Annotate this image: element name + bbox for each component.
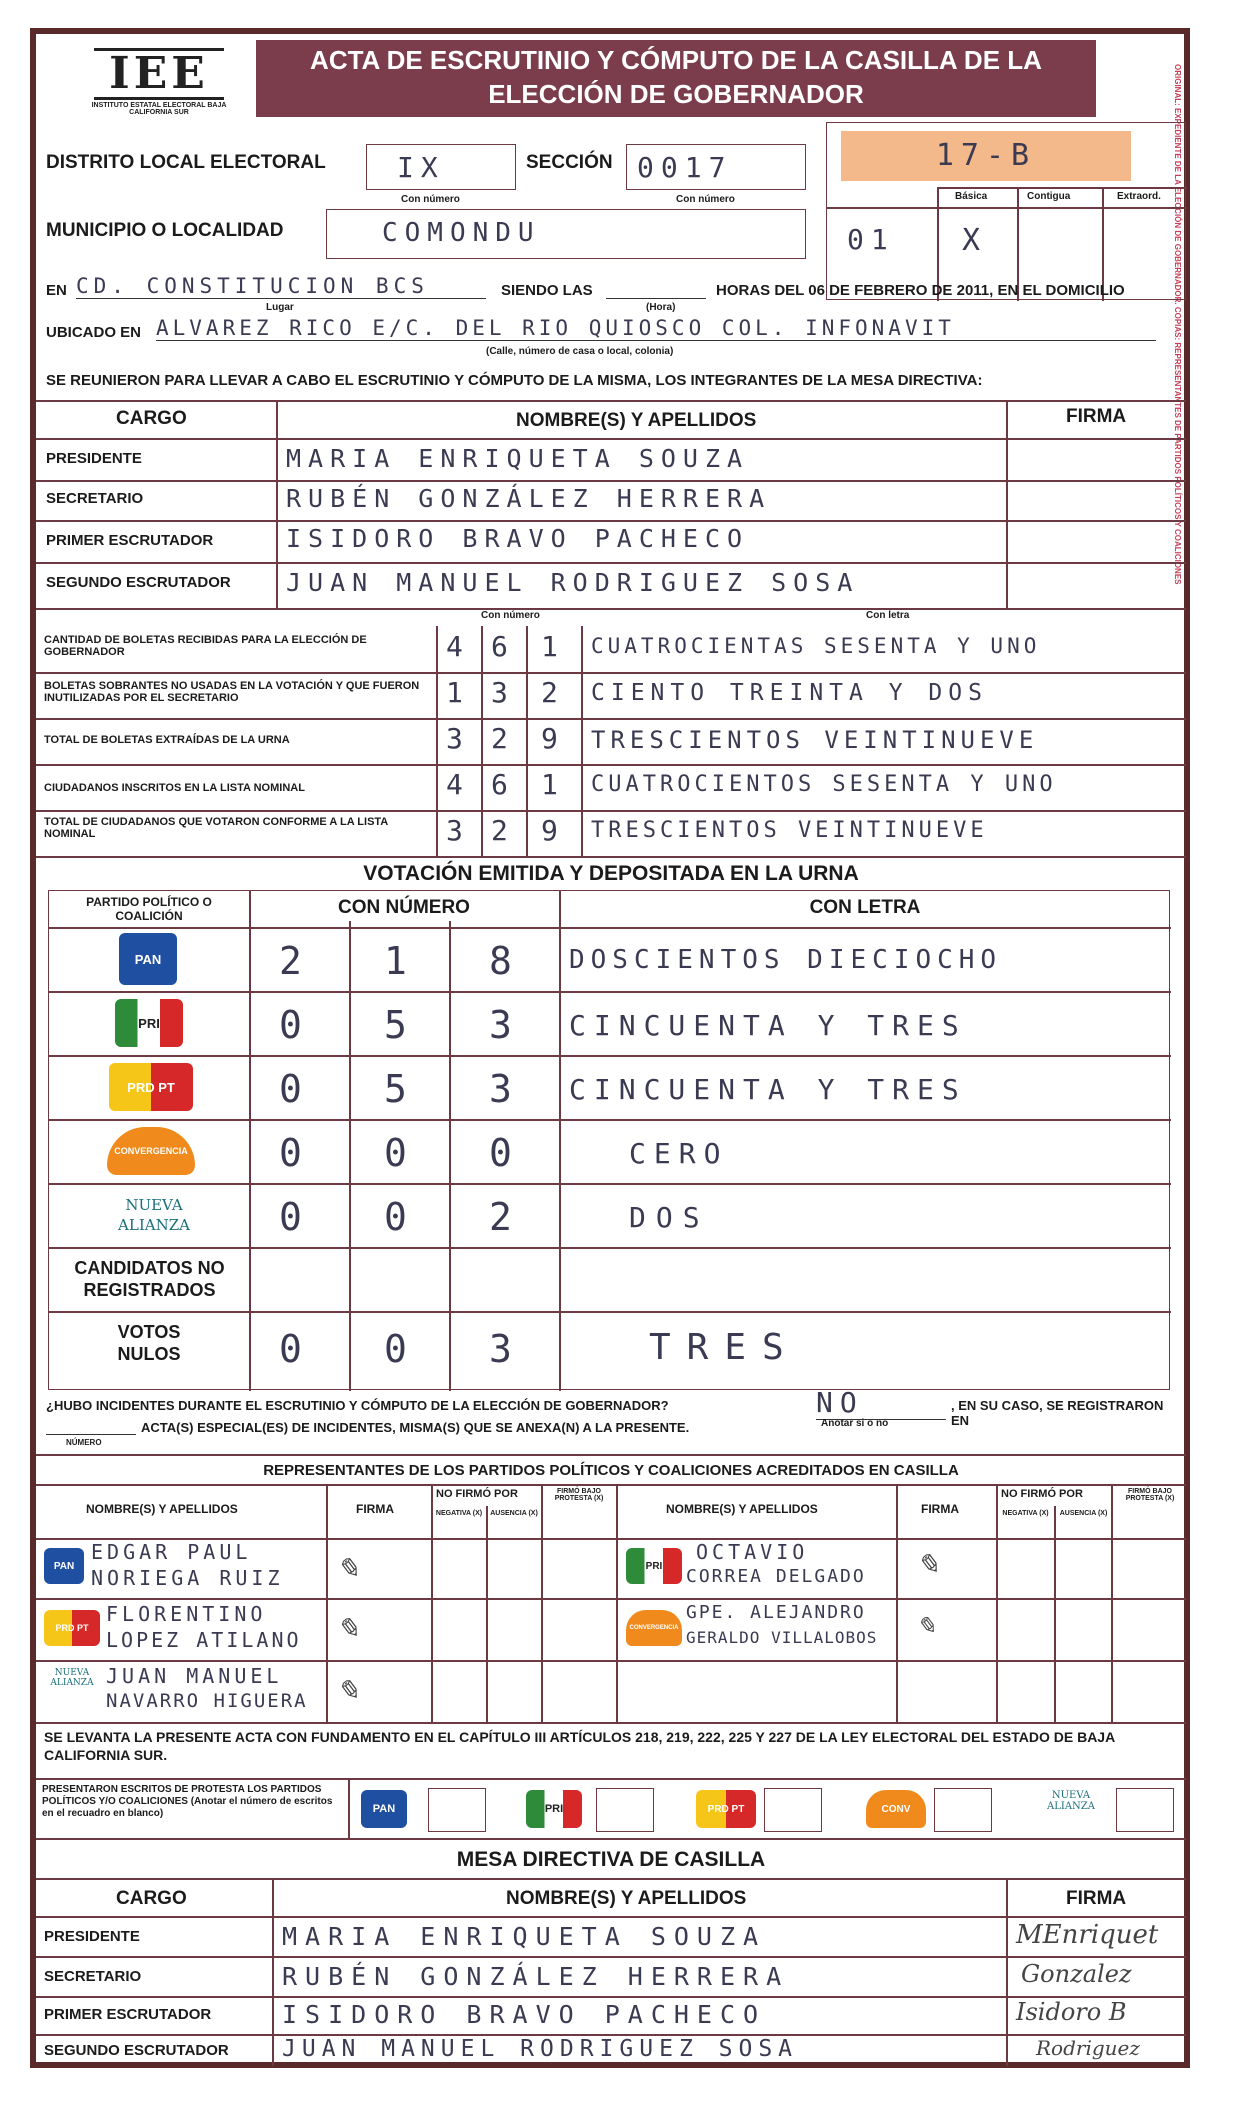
mesa-bottom-firma: MEnriquet — [1016, 1920, 1159, 1950]
vote-digit[interactable]: 0 — [279, 1067, 309, 1111]
mesa-bottom-title: MESA DIRECTIVA DE CASILLA — [456, 1848, 766, 1871]
protest-count-convergencia[interactable] — [934, 1788, 992, 1832]
iee-logo — [74, 44, 244, 124]
vote-digit[interactable]: 2 — [279, 939, 309, 983]
casilla-box — [826, 122, 1186, 300]
votos-nulos-label: VOTOS NULOS — [117, 1322, 181, 1364]
acta-sheet — [30, 28, 1190, 2068]
count-label: BOLETAS SOBRANTES NO USADAS EN LA VOTACIÓN Y QUE FUERON INUTILIZADAS POR EL SECRETARIO — [44, 680, 420, 704]
count-label: TOTAL DE BOLETAS EXTRAÍDAS DE LA URNA — [44, 734, 290, 746]
pri-logo-icon: PRI — [526, 1790, 582, 1828]
incidents-numero-hint: NÚMERO — [66, 1438, 102, 1447]
mesa-bottom-cargo: SECRETARIO — [44, 1968, 142, 1985]
ubicado-value[interactable]: ALVAREZ RICO E/C. DEL RIO QUIOSCO COL. INFONAVIT — [156, 316, 1156, 341]
rep-name-line2[interactable]: GERALDO VILLALOBOS — [686, 1628, 878, 1647]
iee-logo-sub: INSTITUTO ESTATAL ELECTORAL BAJA CALIFORNIA SUR — [91, 102, 227, 116]
vote-digit[interactable]: 1 — [384, 939, 414, 983]
en-value[interactable]: CD. CONSTITUCION BCS — [76, 274, 486, 299]
section-label: SECCIÓN — [526, 152, 613, 173]
iee-logo-text: IEE — [94, 48, 224, 100]
protest-count-nueva-alianza[interactable] — [1116, 1788, 1174, 1832]
vote-letra[interactable]: CINCUENTA Y TRES — [569, 1009, 967, 1042]
prd-pt-logo-icon: PRD PT — [109, 1063, 193, 1111]
vote-digit[interactable]: 3 — [489, 1003, 519, 1047]
prd-pt-logo-icon: PRD PT — [44, 1610, 100, 1646]
rep-name-line1[interactable]: EDGAR PAUL — [91, 1540, 252, 1564]
reps-col-firma: FIRMA — [356, 1502, 394, 1516]
vote-digit[interactable]: 0 — [279, 1195, 309, 1239]
count-digit[interactable]: 3 — [446, 722, 470, 755]
convergencia-logo-icon: CONV — [866, 1790, 926, 1828]
vote-digit[interactable]: 0 — [279, 1131, 309, 1175]
rep-signature: ✎ — [336, 1552, 360, 1585]
count-digit[interactable]: 9 — [541, 722, 565, 755]
vote-letra[interactable]: CINCUENTA Y TRES — [569, 1073, 967, 1106]
mesa-top-table — [36, 400, 1186, 610]
count-label: CANTIDAD DE BOLETAS RECIBIDAS PARA LA ELECCIÓN DE GOBERNADOR — [44, 634, 367, 658]
count-digit[interactable]: 6 — [491, 768, 515, 801]
count-digit[interactable]: 2 — [541, 676, 565, 709]
calle-hint: (Calle, número de casa o local, colonia) — [486, 346, 674, 357]
hora-hint: (Hora) — [646, 302, 676, 313]
district-field[interactable]: IX — [366, 144, 516, 190]
mesa-top-nombre[interactable]: RUBÉN GONZÁLEZ HERRERA — [286, 484, 772, 513]
vote-digit[interactable]: 5 — [384, 1067, 414, 1111]
votes-table — [48, 890, 1170, 1390]
reps-col-protesta-right: FIRMÓ BAJO PROTESTA (X) — [1125, 1488, 1175, 1502]
pri-logo-icon: PRI — [115, 999, 183, 1047]
rep-name-line2[interactable]: NORIEGA RUIZ — [91, 1566, 284, 1590]
col-extraord: Extraord. — [1117, 191, 1161, 202]
mesa-bottom-table — [36, 1878, 1186, 2066]
reps-col-negativa-right: NEGATIVA (X) — [1002, 1510, 1049, 1517]
mesa-bottom-cargo: SEGUNDO ESCRUTADOR — [44, 2042, 229, 2059]
convergencia-logo-icon: CONVERGENCIA — [107, 1127, 195, 1175]
mesa-bottom-firma: Gonzalez — [1021, 1960, 1132, 1988]
vote-digit[interactable]: 0 — [384, 1327, 414, 1371]
incidents-tail: , EN SU CASO, SE REGISTRARON EN — [951, 1398, 1164, 1428]
vote-digit[interactable]: 2 — [489, 1195, 519, 1239]
mesa-bottom-col-nombre: NOMBRE(S) Y APELLIDOS — [506, 1888, 747, 1909]
reps-col-protesta: FIRMÓ BAJO PROTESTA (X) — [554, 1488, 604, 1502]
reps-col-ausencia: AUSENCIA (X) — [490, 1510, 538, 1517]
rep-name-line1[interactable]: OCTAVIO — [696, 1540, 809, 1564]
prd-pt-logo-icon: PRD PT — [696, 1790, 756, 1828]
rep-name-line2[interactable]: CORREA DELGADO — [686, 1566, 866, 1587]
votes-title: VOTACIÓN EMITIDA Y DEPOSITADA EN LA URNA — [363, 862, 859, 885]
nueva-alianza-logo-icon: NUEVA ALIANZA — [50, 1668, 94, 1688]
vote-digit[interactable]: 0 — [384, 1131, 414, 1175]
protest-row — [36, 1778, 1186, 1840]
votes-col-letra: CON LETRA — [809, 897, 921, 918]
count-digit[interactable]: 1 — [446, 676, 470, 709]
mesa-top-col-cargo: CARGO — [116, 408, 187, 429]
siendo-label: SIENDO LAS — [501, 282, 593, 299]
district-hint: Con número — [401, 194, 460, 205]
vote-digit[interactable]: 8 — [489, 939, 519, 983]
rep-signature: ✎ — [916, 1612, 937, 1640]
reps-col-nombre: NOMBRE(S) Y APELLIDOS — [86, 1502, 238, 1516]
reps-col-firma-right: FIRMA — [921, 1502, 959, 1516]
nueva-alianza-logo-icon: NUEVA ALIANZA — [118, 1196, 190, 1234]
reps-col-ausencia-right: AUSENCIA (X) — [1059, 1510, 1108, 1517]
mesa-bottom-cargo: PRESIDENTE — [44, 1928, 140, 1945]
mesa-bottom-firma: Rodriguez — [1036, 2036, 1140, 2060]
mesa-top-nombre[interactable]: JUAN MANUEL RODRIGUEZ SOSA — [286, 568, 860, 597]
mesa-top-nombre[interactable]: MARIA ENRIQUETA SOUZA — [286, 444, 750, 473]
rep-name-line1[interactable]: JUAN MANUEL — [106, 1664, 283, 1688]
mesa-bottom-col-firma: FIRMA — [1066, 1888, 1127, 1909]
count-label: CIUDADANOS INSCRITOS EN LA LISTA NOMINAL — [44, 782, 305, 794]
convergencia-logo-icon: CONVERGENCIA — [626, 1610, 682, 1646]
count-letra[interactable]: TRESCIENTOS VEINTINUEVE — [591, 726, 1039, 754]
vote-digit[interactable]: 0 — [384, 1195, 414, 1239]
count-digit[interactable]: 3 — [446, 814, 470, 847]
basica-mark[interactable]: X — [962, 223, 988, 258]
lugar-hint: Lugar — [266, 302, 294, 313]
title-line-1: ACTA DE ESCRUTINIO Y CÓMPUTO DE LA CASILLA DE LA — [310, 45, 1042, 75]
count-digit[interactable]: 4 — [446, 768, 470, 801]
title-band — [256, 40, 1096, 117]
horas-text: HORAS DEL 06 DE FEBRERO DE 2011, EN EL DOMICILIO — [716, 282, 1125, 299]
side-note: ORIGINAL: EXPEDIENTE DE LA ELECCIÓN DE GOBERNADOR. COPIAS: REPRESENTANTES DE PARTIDOS POLÍTICOS Y COALICIONES — [1173, 64, 1182, 585]
counts-hint-letra: Con letra — [866, 610, 910, 621]
count-digit[interactable]: 3 — [491, 676, 515, 709]
vote-letra[interactable]: DOSCIENTOS DIECIOCHO — [569, 945, 1003, 975]
reps-col-nofirmo: NO FIRMÓ POR — [436, 1488, 518, 1500]
vote-digit[interactable]: 3 — [489, 1327, 519, 1371]
mesa-top-cargo: SECRETARIO — [46, 490, 144, 507]
count-digit[interactable]: 2 — [491, 814, 515, 847]
en-label: EN — [46, 282, 67, 299]
rep-name-line2[interactable]: NAVARRO HIGUERA — [106, 1690, 308, 1712]
count-digit[interactable]: 4 — [446, 630, 470, 663]
casilla-num: 01 — [847, 223, 895, 256]
mesa-top-col-nombre: NOMBRE(S) Y APELLIDOS — [516, 410, 757, 431]
count-digit[interactable]: 2 — [491, 722, 515, 755]
mesa-top-col-firma: FIRMA — [1066, 406, 1127, 427]
count-digit[interactable]: 9 — [541, 814, 565, 847]
vote-letra[interactable]: DOS — [629, 1201, 710, 1234]
incidents-answer[interactable]: NO — [816, 1386, 946, 1420]
casilla-number: 17-B — [841, 131, 1131, 181]
rep-name-line1[interactable]: GPE. ALEJANDRO — [686, 1602, 866, 1623]
rep-name-line2[interactable]: LOPEZ ATILANO — [106, 1628, 302, 1652]
reps-col-negativa: NEGATIVA (X) — [435, 1510, 483, 1517]
votes-col-numero: CON NÚMERO — [338, 897, 470, 918]
pan-logo-icon: PAN — [44, 1548, 84, 1584]
incidents-question: ¿HUBO INCIDENTES DURANTE EL ESCRUTINIO Y CÓMPUTO DE LA ELECCIÓN DE GOBERNADOR? — [46, 1398, 669, 1413]
count-letra[interactable]: TRESCIENTOS VEINTINUEVE — [591, 818, 988, 843]
count-digit[interactable]: 1 — [541, 768, 565, 801]
count-digit[interactable]: 1 — [541, 630, 565, 663]
count-letra[interactable]: CIENTO TREINTA Y DOS — [591, 680, 988, 706]
protest-text: PRESENTARON ESCRITOS DE PROTESTA LOS PARTIDOS POLÍTICOS Y/O COALICIONES (Anotar el número de escritos en el recuadro en blanco) — [42, 1784, 333, 1819]
incidents-answer-hint: Anotar si o no — [821, 1418, 889, 1429]
mesa-bottom-firma: Isidoro B — [1016, 1998, 1127, 2026]
mesa-top-nombre[interactable]: ISIDORO BRAVO PACHECO — [286, 524, 750, 553]
pan-logo-icon: PAN — [361, 1790, 407, 1828]
reps-title: REPRESENTANTES DE LOS PARTIDOS POLÍTICOS Y COALICIONES ACREDITADOS EN CASILLA — [263, 1462, 959, 1479]
reps-col-nombre-right: NOMBRE(S) Y APELLIDOS — [666, 1502, 818, 1516]
mesa-bottom-nombre[interactable]: JUAN MANUEL RODRIGUEZ SOSA — [282, 2036, 799, 2062]
reps-table — [36, 1454, 1186, 1724]
section-hint: Con número — [676, 194, 735, 205]
candidatos-no-registrados-label: CANDIDATOS NO REGISTRADOS — [74, 1258, 225, 1300]
count-digit[interactable]: 6 — [491, 630, 515, 663]
district-label: DISTRITO LOCAL ELECTORAL — [46, 152, 326, 173]
rep-signature: ✎ — [336, 1612, 360, 1645]
mesa-top-cargo: SEGUNDO ESCRUTADOR — [46, 574, 231, 591]
vote-digit[interactable]: 3 — [489, 1067, 519, 1111]
mesa-top-cargo: PRIMER ESCRUTADOR — [46, 532, 214, 549]
vote-letra[interactable]: TRES — [649, 1327, 800, 1368]
mesa-bottom-nombre[interactable]: ISIDORO BRAVO PACHECO — [282, 2000, 767, 2029]
col-basica: Básica — [955, 191, 988, 202]
mesa-bottom-nombre[interactable]: RUBÉN GONZÁLEZ HERRERA — [282, 1962, 790, 1991]
col-contigua: Contigua — [1027, 191, 1071, 202]
reps-col-nofirmo-right: NO FIRMÓ POR — [1001, 1488, 1083, 1500]
mesa-bottom-col-cargo: CARGO — [116, 1888, 187, 1909]
protest-count-prd-pt[interactable] — [764, 1788, 822, 1832]
rep-name-line1[interactable]: FLORENTINO — [106, 1602, 267, 1626]
mesa-bottom-nombre[interactable]: MARIA ENRIQUETA SOUZA — [282, 1922, 767, 1951]
count-label: TOTAL DE CIUDADANOS QUE VOTARON CONFORME A LA LISTA NOMINAL — [44, 816, 388, 840]
protest-count-pri[interactable] — [596, 1788, 654, 1832]
ubicado-label: UBICADO EN — [46, 324, 142, 341]
count-letra[interactable]: CUATROCIENTAS SESENTA Y UNO — [591, 634, 1041, 658]
incidents-line2: ACTA(S) ESPECIAL(ES) DE INCIDENTES, MISMA(S) QUE SE ANEXA(N) A LA PRESENTE. — [141, 1420, 690, 1435]
mesa-top-cargo: PRESIDENTE — [46, 450, 142, 467]
vote-digit[interactable]: 0 — [279, 1327, 309, 1371]
rep-signature: ✎ — [336, 1674, 360, 1707]
reunieron-text: SE REUNIERON PARA LLEVAR A CABO EL ESCRUTINIO Y CÓMPUTO DE LA MISMA, LOS INTEGRANTES DE LA MESA DIRECTIVA: — [46, 372, 983, 389]
municipio-field[interactable]: COMONDU — [326, 209, 806, 259]
section-field[interactable]: 0017 — [626, 144, 806, 190]
vote-digit[interactable]: 0 — [489, 1131, 519, 1175]
rep-signature: ✎ — [916, 1548, 940, 1581]
protest-count-pan[interactable] — [428, 1788, 486, 1832]
count-letra[interactable]: CUATROCIENTOS SESENTA Y UNO — [591, 772, 1057, 797]
vote-digit[interactable]: 0 — [279, 1003, 309, 1047]
vote-letra[interactable]: CERO — [629, 1137, 729, 1170]
nueva-alianza-logo-icon: NUEVA ALIANZA — [1047, 1790, 1095, 1812]
vote-digit[interactable]: 5 — [384, 1003, 414, 1047]
legal-text: SE LEVANTA LA PRESENTE ACTA CON FUNDAMENTO EN EL CAPÍTULO III ARTÍCULOS 218, 219, 222, 225 Y 227 DE LA LEY ELECTORAL DEL ESTADO DE BAJA CALIFORNIA SUR. — [44, 1729, 1115, 1763]
counts-hint-numero: Con número — [481, 610, 540, 621]
mesa-bottom-cargo: PRIMER ESCRUTADOR — [44, 2006, 212, 2023]
counts-table — [36, 626, 1186, 858]
votes-col-partido: PARTIDO POLÍTICO O COALICIÓN — [86, 895, 212, 923]
municipio-label: MUNICIPIO O LOCALIDAD — [46, 220, 284, 241]
pri-logo-icon: PRI — [626, 1548, 682, 1584]
pan-logo-icon: PAN — [119, 933, 177, 985]
title-line-2: ELECCIÓN DE GOBERNADOR — [488, 79, 864, 109]
